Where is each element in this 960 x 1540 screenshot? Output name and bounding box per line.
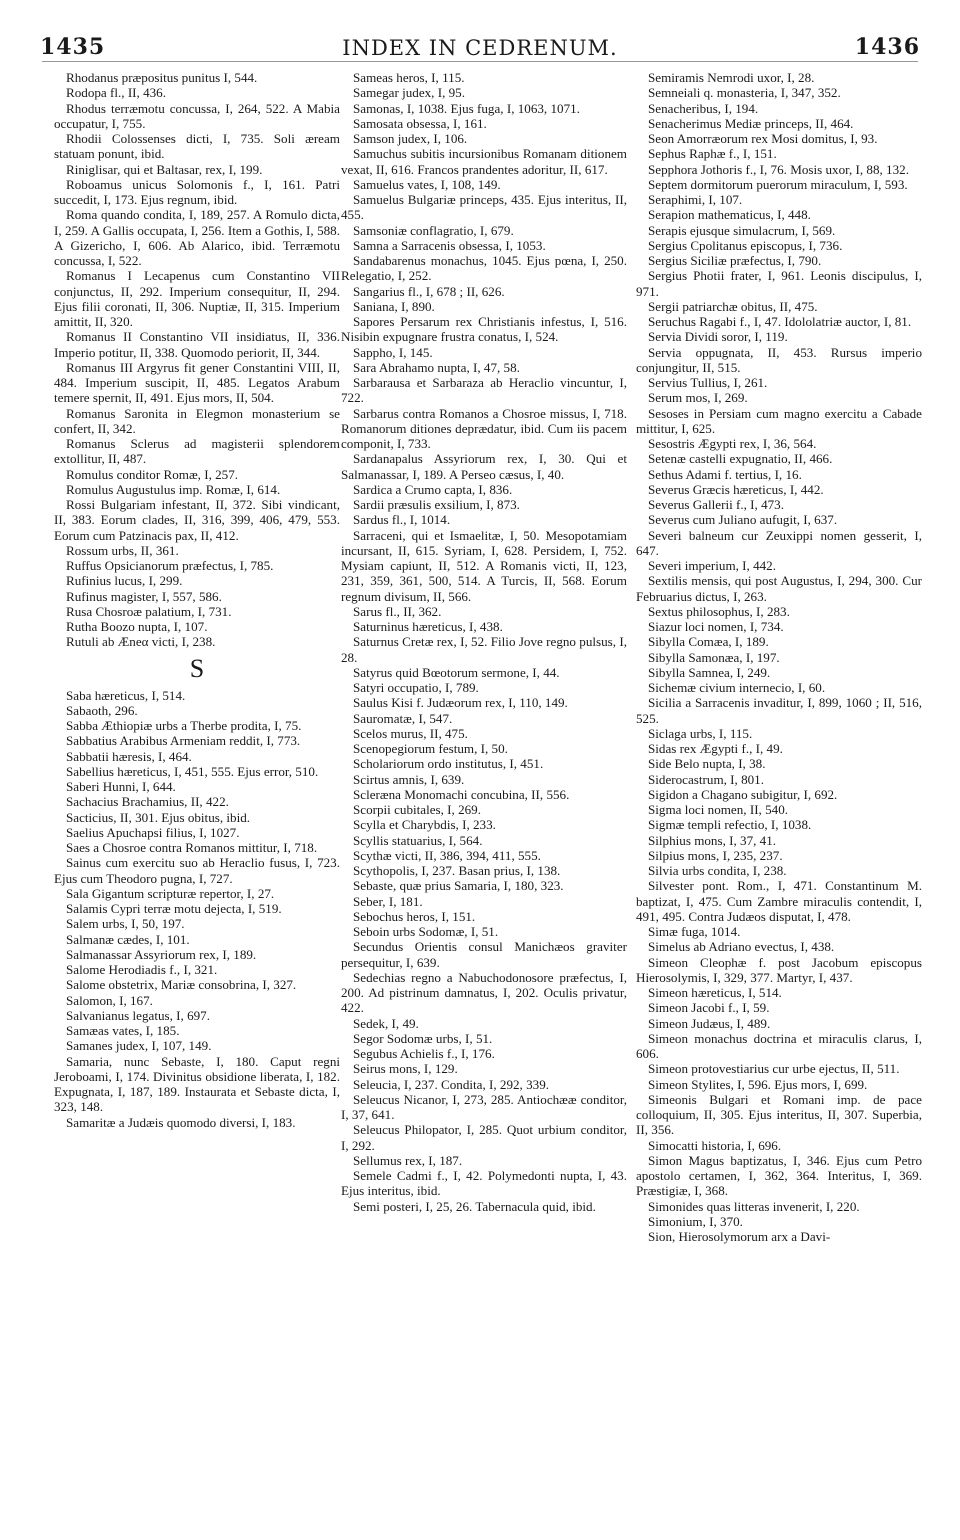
index-entry: Scenopegiorum festum, I, 50. [353,741,508,756]
index-entry: Simeon Stylites, I, 596. Ejus mors, I, 699. [648,1076,868,1092]
index-entry: Simeon Judæus, I, 489. [648,1015,771,1031]
right-page-number: 1436 [854,34,920,60]
running-title: INDEX IN CEDRENUM. [342,36,618,60]
index-entry: Seber, I, 181. [353,893,423,909]
index-entry: Sedechias regno a Nabuchodonosore præfectus, I, 200. Ad pistrinum damnatus, I, 202. Oculis privatur, 422. [341,969,627,1016]
index-entry: Saes a Chosroe contra Romanos mittitur, I, 718. [66,840,318,855]
index-entry: Sappho, I, 145. [353,344,433,360]
index-entry: Sarus fl., II, 362. [353,603,442,619]
index-entry: Samonas, I, 1038. Ejus fuga, I, 1063, 1071. [353,100,580,116]
index-entry: Sardii præsulis exsilium, I, 873. [353,497,520,512]
index-entry: Simon Magus baptizatus, I, 346. Ejus cum Petro apostolo certamen, I, 362, 364. Interitus, I, 369. Præstigiæ, I, 368. [636,1152,922,1199]
index-entry: Scleræna Monomachi concubina, II, 556. [353,786,570,802]
page-header [40,22,920,62]
index-entry: Sara Abrahamo nupta, I, 47, 58. [353,359,520,375]
index-entry: Severus cum Juliano aufugit, I, 637. [648,512,838,528]
index-entry: Senacherimus Mediæ princeps, II, 464. [648,115,854,131]
index-entry: Sibylla Samonæa, I, 197. [648,649,780,665]
index-entry: Servia Dividi soror, I, 119. [648,329,788,345]
index-entry: Semiramis Nemrodi uxor, I, 28. [648,70,815,85]
index-entry: Scirtus amnis, I, 639. [353,771,465,787]
index-entry: Siderocastrum, I, 801. [648,771,765,787]
index-entry: Sabba Æthiopiæ urbs a Therbe prodita, I, 75. [66,718,302,733]
index-entry: Sala Gigantum scripturæ repertor, I, 27. [66,885,275,901]
index-entry: Seraphimi, I, 107. [648,192,743,207]
index-column-3 [636,70,922,1244]
column-1-entries-after [54,688,340,1130]
index-entry: Simonium, I, 370. [648,1213,743,1229]
index-entry: Samuelus Bulgariæ princeps, 435. Ejus interitus, II, 455. [341,192,627,223]
index-entry: Scyllis statuarius, I, 564. [353,832,483,848]
index-entry: Sidas rex Ægypti f., I, 49. [648,741,783,756]
index-entry: Sandabarenus monachus, 1045. Ejus pœna, I, 250. Relegatio, I, 252. [341,253,627,284]
index-entry: Sextilis mensis, qui post Augustus, I, 294, 300. Cur Februarius dictus, I, 263. [636,573,922,604]
index-entry: Seruchus Ragabi f., I, 47. Idololatriæ auctor, I, 81. [648,314,912,329]
index-entry: Severi imperium, I, 442. [648,558,777,573]
index-column-2 [341,70,627,1214]
index-entry: Sichemæ civium internecio, I, 60. [648,680,826,695]
index-entry: Samson judex, I, 106. [353,131,468,146]
index-entry: Siazur loci nomen, I, 734. [648,619,784,634]
index-entry: Seon Amorræorum rex Mosi domitus, I, 93. [648,131,878,146]
index-entry: Sardica a Crumo capta, I, 836. [353,481,513,497]
index-entry: Sethus Adami f. tertius, I, 16. [648,466,802,482]
index-entry: Sesoses in Persiam cum magno exercitu a Cabade mittitur, I, 625. [636,405,922,436]
index-entry: Segubus Achielis f., I, 176. [353,1046,495,1061]
index-entry: Samæas vates, I, 185. [66,1023,180,1038]
index-entry: Seboin urbs Sodomæ, I, 51. [353,924,499,939]
index-entry: Sedek, I, 49. [353,1015,419,1031]
index-entry: Septem dormitorum puerorum miraculum, I, 593. [648,176,908,192]
index-entry: Semneiali q. monasteria, I, 347, 352. [648,85,841,101]
index-entry: Sesostris Ægypti rex, I, 36, 564. [648,436,817,451]
index-entry: Salome Herodiadis f., I, 321. [66,962,218,977]
index-entry: Sergius Siciliæ præfectus, I, 790. [648,253,822,268]
index-entry: Serapis ejusque simulacrum, I, 569. [648,222,836,238]
index-entry: Romanus I Lecapenus cum Constantino VII conjunctus, II, 292. Imperium consequitur, II, 294. Ejus filii coronati, II, 306. Nuptiæ, II, 315. Imperium amittit, II, 320. [54,268,340,329]
index-entry: Samsoniæ conflagratio, I, 679. [353,222,514,238]
index-entry: Samaria, nunc Sebaste, I, 180. Caput regni Jeroboami, I, 174. Divinitus obsidione liberata, I, 182. Expugnata, I, 187, 189. Instaurata et Sebaste dicta, I, 323, 148. [54,1053,340,1115]
index-entry: Saelius Apuchapsi filius, I, 1027. [66,824,240,840]
index-entry: Rusa Chosroæ palatium, I, 731. [66,603,232,619]
index-entry: Rutha Boozo nupta, I, 107. [66,619,208,634]
index-entry: Samosata obsessa, I, 161. [353,115,487,131]
index-entry: Serum mos, I, 269. [648,390,748,406]
index-entry: Side Belo nupta, I, 38. [648,756,766,772]
index-entry: Romulus conditor Romæ, I, 257. [66,466,239,482]
index-entry: Scholariorum ordo institutus, I, 451. [353,756,544,772]
index-entry: Sergii patriarchæ obitus, II, 475. [648,298,818,314]
index-entry: Sigidon a Chagano subigitur, I, 692. [648,786,838,802]
index-entry: Sarbarus contra Romanos a Chosroe missus, I, 718. Romanorum ditiones deprædatur, ibid. Cum iis pacem componit, I, 733. [341,405,627,451]
index-entry: Sachacius Brachamius, II, 422. [66,794,229,810]
index-entry: Romanus Sclerus ad magisterii splendorem extollitur, II, 487. [54,436,340,467]
column-1-entries-before [54,70,340,650]
index-entry: Rhodanus præpositus punitus I, 544. [66,70,258,85]
index-entry: Ruffus Opsicianorum præfectus, I, 785. [66,558,274,573]
index-entry: Satyrus quid Bœotorum sermone, I, 44. [353,664,560,680]
index-entry: Sergius Cpolitanus episcopus, I, 736. [648,237,843,253]
index-entry: Sion, Hierosolymorum arx a Davi- [648,1229,831,1244]
index-entry: Saulus Kisi f. Judæorum rex, I, 110, 149. [353,695,568,711]
index-entry: Salmanæ cædes, I, 101. [66,931,190,947]
index-entry: Salomon, I, 167. [66,992,153,1008]
index-entry: Silvester pont. Rom., I, 471. Constantinum M. baptizat, I, 475. Cum Zambre miraculis contendit, I, 491, 495. Contra Judæos disputat, I, 478. [636,878,922,924]
index-entry: Simeon protovestiarius cur urbe ejectus, II, 511. [648,1061,900,1077]
index-entry: Simeon Jacobi f., I, 59. [648,1000,770,1016]
index-entry: Sabellius hæreticus, I, 451, 555. Ejus error, 510. [66,763,319,779]
index-entry: Simæ fuga, 1014. [648,924,741,939]
index-entry: Sicilia a Sarracenis invaditur, I, 899, 1060 ; II, 516, 525. [636,695,922,726]
index-entry: Rufinius lucus, I, 299. [66,573,183,589]
index-entry: Secundus Orientis consul Manichæos graviter persequitur, I, 639. [341,939,627,970]
index-entry: Silpius mons, I, 235, 237. [648,847,783,863]
index-entry: Romulus Augustulus imp. Romæ, I, 614. [66,481,281,497]
index-entry: Semele Cadmi f., I, 42. Polymedonti nupta, I, 43. Ejus interitus, ibid. [341,1168,627,1199]
index-entry: Rufinus magister, I, 557, 586. [66,588,222,604]
index-entry: Scythopolis, I, 237. Basan prius, I, 138. [353,863,561,878]
index-entry: Sarraceni, qui et Ismaelitæ, I, 50. Mesopotamiam incursant, II, 615. Syriam, I, 628. Persidem, I, 752. Mysiam capiunt, II, 512. A Romanis victi, II, 123, 231, 359, 361, 500, 514. A Turcis, II, 568. Eorum regnum divisum, II, 566. [341,527,627,604]
index-entry: Rossum urbs, II, 361. [66,542,179,558]
index-entry: Simeon Cleophæ f. post Jacobum episcopus Hierosolymis, I, 329, 377. Martyr, I, 437. [636,954,922,985]
index-entry: Samuelus vates, I, 108, 149. [353,176,501,192]
index-entry: Seleucus Philopator, I, 285. Quot urbium conditor, I, 292. [341,1122,627,1153]
index-entry: Sabbatii hæresis, I, 464. [66,748,192,764]
index-entry: Scythæ victi, II, 386, 394, 411, 555. [353,847,541,863]
index-entry: Samaritæ a Judæis quomodo diversi, I, 183. [66,1114,296,1130]
index-entry: Romanus II Constantino VII insidiatus, II, 336. Imperio potitur, II, 338. Quomodo periorit, II, 344. [54,329,340,360]
index-entry: Sellumus rex, I, 187. [353,1152,463,1168]
index-entry: Sameas heros, I, 115. [353,70,465,85]
index-entry: Sacticius, II, 301. Ejus obitus, ibid. [66,809,251,825]
index-entry: Simonides quas litteras invenerit, I, 220. [648,1198,860,1214]
index-entry: Scylla et Charybdis, I, 233. [353,817,496,833]
index-entry: Semi posteri, I, 25, 26. Tabernacula quid, ibid. [353,1198,596,1214]
index-entry: Sibylla Comæa, I, 189. [648,634,769,650]
index-entry: Rhodus terræmotu concussa, I, 264, 522. A Mabia occupatur, I, 755. [54,100,340,131]
index-entry: Romanus III Argyrus fit gener Constantini VIII, II, 484. Imperium suscipit, II, 485. Legatos Arabum temere spernit, II, 491. Ejus mors, II, 504. [54,359,340,406]
index-entry: Sabbatius Arabibus Armeniam reddit, I, 773. [66,733,301,749]
index-entry: Sardus fl., I, 1014. [353,512,451,528]
index-entry: Seirus mons, I, 129. [353,1061,458,1077]
index-entry: Sibylla Samnea, I, 249. [648,664,771,680]
index-entry: Samegar judex, I, 95. [353,85,465,101]
index-entry: Satyri occupatio, I, 789. [353,680,479,695]
index-entry: Saturninus hæreticus, I, 438. [353,619,503,634]
index-entry: Seleucia, I, 237. Condita, I, 292, 339. [353,1076,550,1092]
index-entry: Setenæ castelli expugnatio, II, 466. [648,451,833,467]
left-page-number: 1435 [40,34,106,60]
index-entry: Salamis Cypri terræ motu dejecta, I, 519. [66,901,282,916]
index-entry: Romanus Saronita in Elegmon monasterium se confert, II, 342. [54,405,340,436]
index-entry: Severus Græcis hæreticus, I, 442. [648,481,824,497]
index-entry: Sebochus heros, I, 151. [353,908,476,924]
index-entry: Roma quando condita, I, 189, 257. A Romulo dicta, I, 259. A Gallis occupata, I, 256. Item a Gothis, I, 588. A Gizericho, I, 606. Ab Alarico, ibid. Terræmotu concussa, I, 522. [54,207,340,268]
header-rule [42,61,918,62]
index-entry: Sextus philosophus, I, 283. [648,603,790,619]
index-entry: Rutuli ab Æneα victi, I, 238. [66,634,216,650]
index-entry: Salem urbs, I, 50, 197. [66,916,185,932]
index-entry: Sigma loci nomen, II, 540. [648,802,789,817]
index-entry: Sarbarausa et Sarbaraza ab Heraclio vincuntur, I, 722. [341,375,627,406]
index-entry: Sainus cum exercitu suo ab Heraclio fusus, I, 723. Ejus cum Theodoro pugna, I, 727. [54,855,340,886]
index-entry: Sapores Persarum rex Christianis infestus, I, 516. Nisibin expugnare frustra conatus, I, 524. [341,314,627,345]
index-entry: Severus Gallerii f., I, 473. [648,497,784,512]
index-entry: Silphius mons, I, 37, 41. [648,832,777,848]
index-entry: Saba hæreticus, I, 514. [66,687,186,703]
index-entry: Sebaste, quæ prius Samaria, I, 180, 323. [353,878,564,894]
index-entry: Simeon hæreticus, I, 514. [648,985,782,1000]
index-entry: Riniglisar, qui et Baltasar, rex, I, 199. [66,161,263,177]
index-entry: Serapion mathematicus, I, 448. [648,207,811,223]
index-entry: Sigmæ templi refectio, I, 1038. [648,817,812,833]
index-entry: Silvia urbs condita, I, 238. [648,863,787,878]
index-column-1 [54,70,340,1130]
index-entry: Samna a Sarracenis obsessa, I, 1053. [353,237,546,253]
index-entry: Samuchus subitis incursionibus Romanam ditionem vexat, II, 616. Francos prandentes adoritur, II, 617. [341,146,627,177]
index-entry: Scelos murus, II, 475. [353,725,468,741]
index-entry: Siclaga urbs, I, 115. [648,725,753,741]
index-entry: Sabaoth, 296. [66,702,138,718]
index-entry: Salome obstetrix, Mariæ consobrina, I, 327. [66,977,297,993]
index-entry: Servius Tullius, I, 261. [648,375,768,390]
index-entry: Simocatti historia, I, 696. [648,1137,782,1153]
index-entry: Senacheribus, I, 194. [648,100,759,116]
index-entry: Scorpii cubitales, I, 269. [353,802,482,817]
index-entry: Sauromatæ, I, 547. [353,710,453,726]
index-entry: Sepphora Jothoris f., I, 76. Mosis uxor, I, 88, 132. [648,161,909,177]
index-entry: Salmanassar Assyriorum rex, I, 189. [66,946,257,962]
index-entry: Rodopa fl., II, 436. [66,85,167,101]
index-entry: Sephus Raphæ f., I, 151. [648,146,777,162]
index-entry: Sardanapalus Assyriorum rex, I, 30. Qui et Salmanassar, I, 189. A Perseo cæsus, I, 40. [341,451,627,482]
index-entry: Servia oppugnata, II, 453. Rursus imperio conjungitur, II, 515. [636,344,922,375]
index-entry: Segor Sodomæ urbs, I, 51. [353,1030,493,1046]
index-entry: Saniana, I, 890. [353,298,435,314]
index-entry: Samanes judex, I, 107, 149. [66,1038,212,1054]
section-letter: S [189,653,205,683]
index-entry: Saturnus Cretæ rex, I, 52. Filio Jove regno pulsus, I, 28. [341,634,627,665]
index-entry: Simeon monachus doctrina et miraculis clarus, I, 606. [636,1030,922,1061]
index-entry: Simeonis Bulgari et Romani imp. de pace colloquium, II, 305. Ejus interitus, II, 307. Superbia, II, 356. [636,1091,922,1138]
index-entry: Rhodii Colossenses dicti, I, 735. Soli æream statuam ponunt, ibid. [54,131,340,162]
index-entry: Saberi Hunni, I, 644. [66,779,176,794]
index-entry: Salvanianus legatus, I, 697. [66,1007,211,1023]
index-entry: Sergius Photii frater, I, 961. Leonis discipulus, I, 971. [636,268,922,299]
index-entry: Sangarius fl., I, 678 ; II, 626. [353,283,505,299]
index-entry: Seleucus Nicanor, I, 273, 285. Antiochææ conditor, I, 37, 641. [341,1091,627,1122]
index-entry: Severi balneum cur Zeuxippi nomen gesserit, I, 647. [636,527,922,558]
index-entry: Roboamus unicus Solomonis f., I, 161. Patri succedit, I, 173. Ejus regnum, ibid. [54,176,340,207]
index-entry: Rossi Bulgariam infestant, II, 372. Sibi vindicant, II, 383. Eorum clades, II, 316, 399, 406, 479, 553. Eorum cum Patzinacis pax, II, 412. [54,497,340,543]
index-entry: Simelus ab Adriano evectus, I, 438. [648,939,835,955]
